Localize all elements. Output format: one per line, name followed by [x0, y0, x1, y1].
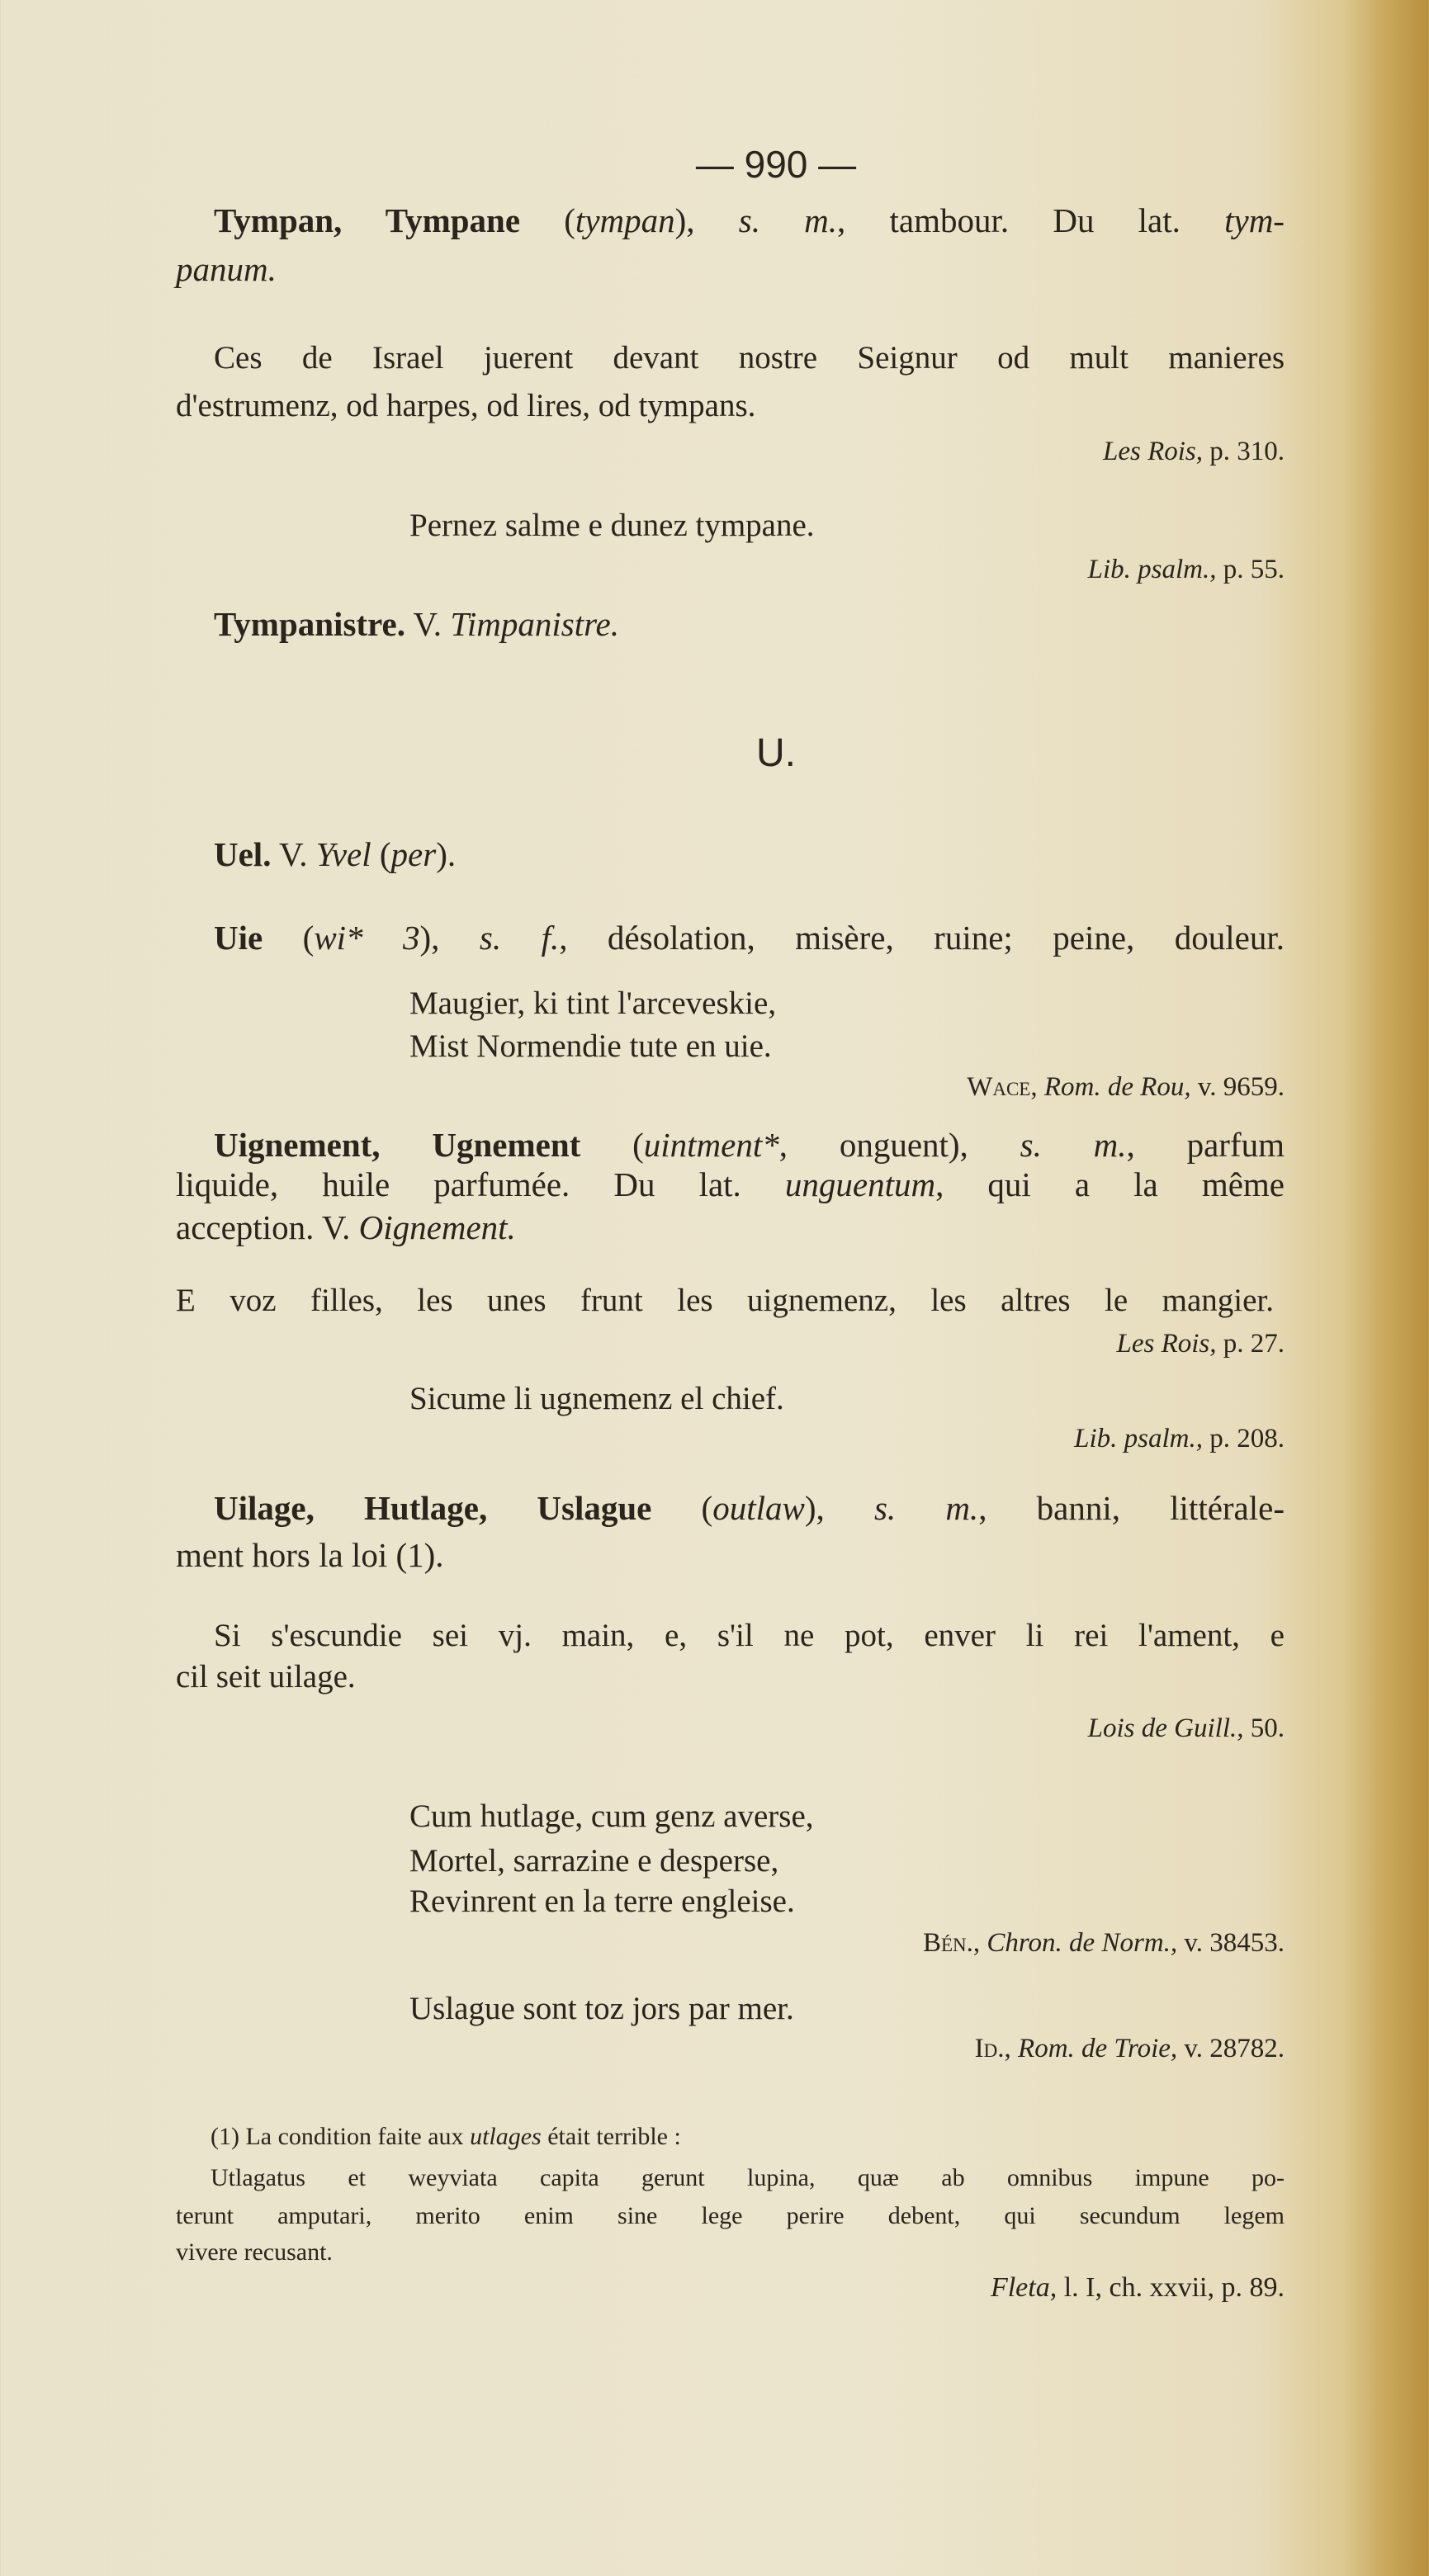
text: , onguent), — [778, 1126, 1020, 1164]
etymon: wi* 3 — [314, 919, 420, 957]
text: ), — [419, 919, 480, 957]
text: V. — [271, 835, 316, 873]
latin: unguentum — [784, 1165, 936, 1203]
quote: Pernez salme e dunez tympane. — [409, 508, 815, 543]
entry-uie — [214, 917, 1285, 958]
text: liquide, huile parfumée. Du lat. — [176, 1165, 785, 1203]
citation — [1116, 1327, 1285, 1360]
quote: Sicume li ugnemenz el chief. — [409, 1381, 784, 1416]
footnote-line: vivere recusant. — [176, 2238, 333, 2266]
footnote — [211, 2121, 681, 2153]
text-italic: utlages — [470, 2123, 542, 2150]
verse: Maugier, ki tint l'arceveskie, — [409, 985, 777, 1021]
citation-author: Wace, — [967, 1072, 1038, 1102]
citation-title: Rom. de Rou, — [1037, 1072, 1191, 1102]
entry-uignement — [214, 1124, 1285, 1165]
text: ( — [520, 201, 575, 239]
citation-ref: l. I, ch. xxvii, p. 89. — [1057, 2272, 1285, 2303]
citation-title: Lois de Guill., — [1087, 1713, 1244, 1743]
text: , parfum — [1126, 1126, 1285, 1164]
text: V. — [405, 605, 451, 643]
citation-title: Les Rois, — [1116, 1329, 1217, 1359]
text: , tambour. Du lat. — [837, 201, 1225, 239]
headword: Uel. — [214, 835, 272, 873]
entry-tympan — [214, 200, 1285, 241]
citation-ref: v. 38453. — [1177, 1928, 1285, 1958]
etymon: tympan — [575, 201, 675, 239]
quote: E voz filles, les unes frunt les uignemenz, les altres le mangier. — [176, 1283, 1274, 1318]
citation — [923, 1926, 1285, 1959]
citation-title: Chron. de Norm., — [980, 1928, 1178, 1958]
text-line — [176, 1164, 1285, 1205]
verse: Mist Normendie tute en uie. — [409, 1028, 772, 1064]
grammar: s. m. — [1020, 1126, 1127, 1164]
headword: Uie — [214, 919, 263, 957]
text: ), — [804, 1489, 874, 1527]
text: (1) La condition faite aux — [211, 2123, 471, 2150]
citation — [975, 2032, 1285, 2065]
entry-uel — [214, 834, 1285, 875]
grammar: s. m. — [873, 1489, 979, 1527]
quote: cil seit uilage. — [176, 1659, 356, 1694]
headword: Tympanistre. — [214, 605, 405, 643]
cross-ref: Timpanistre. — [450, 605, 619, 643]
citation-ref: p. 310. — [1203, 437, 1285, 466]
citation — [1088, 1712, 1285, 1745]
citation-ref: p. 55. — [1216, 555, 1285, 584]
citation-title: Fleta, — [990, 2272, 1058, 2303]
text: ( — [371, 835, 391, 873]
entry-tympanistre — [214, 603, 1285, 645]
citation-title: Lib. psalm., — [1074, 1424, 1203, 1453]
citation — [1074, 1422, 1285, 1455]
citation-ref: v. 9659. — [1190, 1072, 1285, 1102]
text: était terrible : — [541, 2123, 681, 2150]
cross-ref: per — [390, 835, 437, 873]
verse: Uslague sont toz jors par mer. — [409, 1991, 794, 2026]
etymon: uintment* — [643, 1126, 779, 1164]
citation-ref: p. 27. — [1216, 1329, 1285, 1359]
grammar: s. m. — [738, 201, 838, 239]
etymon: outlaw — [712, 1489, 805, 1527]
text: , désolation, misère, ruine; peine, douleur. — [559, 919, 1285, 957]
citation-author: Bén., — [923, 1928, 981, 1958]
grammar: s. f. — [479, 919, 560, 957]
headword: Tympan, Tympane — [214, 201, 521, 239]
text: ( — [263, 919, 315, 957]
section-letter: U. — [756, 731, 796, 775]
citation-title: Rom. de Troie, — [1010, 2034, 1178, 2063]
citation-title: Lib. psalm., — [1087, 555, 1217, 584]
latin: tym- — [1224, 201, 1285, 239]
footnote-line: terunt amputari, merito enim sine lege perire debent, qui secundum legem — [176, 2202, 1285, 2229]
cross-ref: Oignement. — [358, 1208, 516, 1246]
text: ( — [580, 1126, 644, 1164]
page-number: — 990 — — [695, 143, 857, 186]
headword: Uilage, Hutlage, Uslague — [214, 1489, 652, 1527]
text: ). — [436, 835, 457, 873]
verse: Revinrent en la terre engleise. — [409, 1884, 795, 1919]
citation-ref: 50. — [1243, 1713, 1285, 1743]
citation-ref: v. 28782. — [1177, 2034, 1285, 2063]
quote: Ces de Israel juerent devant nostre Seignur od mult manieres — [214, 340, 1285, 376]
text: , qui a la même — [935, 1165, 1285, 1203]
verse: Cum hutlage, cum genz averse, — [409, 1798, 814, 1834]
citation — [1103, 435, 1285, 468]
citation-author: Id., — [974, 2034, 1011, 2063]
citation — [991, 2271, 1285, 2304]
entry-uilage — [214, 1487, 1285, 1529]
citation-ref: p. 208. — [1203, 1424, 1285, 1453]
quote: Si s'escundie sei vj. main, e, s'il ne pot, enver li rei l'ament, e — [214, 1618, 1285, 1653]
citation-title: Les Rois, — [1102, 437, 1203, 466]
text-line — [176, 248, 1285, 290]
footnote-line: Utlagatus et weyviata capita gerunt lupina, quæ ab omnibus impune po- — [211, 2164, 1285, 2191]
verse: Mortel, sarrazine e desperse, — [409, 1843, 779, 1879]
text-line: ment hors la loi (1). — [176, 1536, 444, 1574]
text-line — [176, 1207, 1285, 1248]
text: ( — [651, 1489, 713, 1527]
headword: Uignement, Ugnement — [214, 1126, 581, 1164]
citation — [967, 1071, 1285, 1104]
text: , banni, littérale- — [978, 1489, 1285, 1527]
text: acception. V. — [176, 1208, 359, 1246]
latin: panum. — [176, 250, 277, 288]
citation — [1088, 553, 1285, 586]
text: ), — [674, 201, 739, 239]
cross-ref: Yvel — [315, 835, 371, 873]
quote: d'estrumenz, od harpes, od lires, od tympans. — [176, 388, 756, 423]
